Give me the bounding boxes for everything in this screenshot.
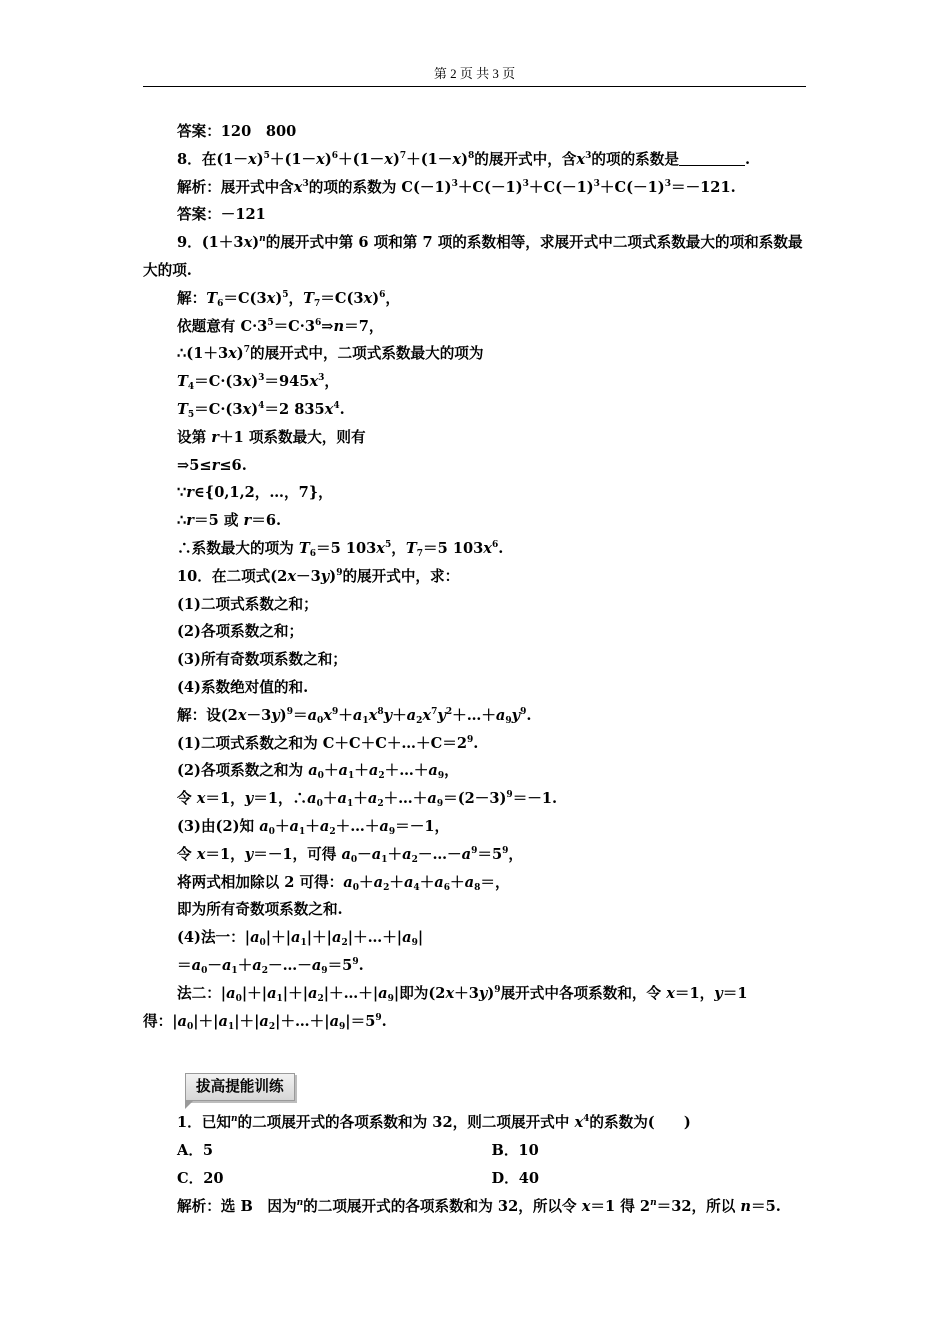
solution-10-line-10: 法二：$|a_0|+|a_1|+|a_2|+\dots+|a_9|$即为$(2x+3y)^9$展开式中各项系数和，令 x＝1，y＝1 得：$|a_0|+|a_1|+|a_2|+\dots+|a_9|=5^9$.	[143, 984, 748, 1032]
solution-9-line-3: $\therefore(1+3x)^7$的展开式中，二项式系数最大的项为	[177, 345, 484, 363]
option-d: D．40	[491, 1169, 540, 1187]
solution-8: 解析：展开式中含$x^3$的项的系数为 $C(-1)^3+C(-1)^3+C(-1)^3+C(-1)^3=-121$.	[177, 178, 736, 196]
answer-blank	[679, 151, 745, 166]
option-c: C．20	[177, 1169, 224, 1187]
solution-10-line-7: 即为所有奇数项系数之和.	[177, 901, 343, 919]
solution-10-line-5: 令 x＝1，y＝－1，可得 $a_0-a_1+a_2-\dots-a^9=5^9$，	[177, 845, 524, 865]
solution-10-line-8: (4)法一：$|a_0|+|a_1|+|a_2|+\dots+|a_9|$	[177, 929, 424, 949]
solution-10-line-1: (1)二项式系数之和为 $C+C+C+\dots+C=2^9$.	[177, 734, 479, 752]
question-10-part-3: (3)所有奇数项系数之和；	[177, 651, 347, 669]
solution-10-line-0: 解：设$(2x-3y)^9=a_0x^9+a_1x^8y+a_2x^7y^2+\dots+a_9y^9$.	[177, 706, 532, 726]
solution-9-line-9: ∴r＝5 或 r＝6.	[177, 512, 282, 530]
solution-9-line-5: $T_5=C\cdot(3x)^4=2$ $835x^4$.	[177, 400, 345, 420]
options-row-2	[143, 1165, 806, 1193]
solution-9-line-6: 设第 r＋1 项系数最大，则有	[177, 428, 366, 446]
answer-8: 答案：－121	[177, 206, 266, 224]
solution-9-line-4: $T_4=C\cdot(3x)^3=945x^3$，	[177, 373, 340, 393]
answer-7: 答案：120 800	[177, 123, 297, 140]
solution-9-line-10: ∴系数最大的项为 $T_6=5$ $103x^5$，$T_7=5$ $103x^6$.	[177, 539, 504, 559]
solution-9-line-8: ∵r∈{0,1,2，…，7}，	[177, 484, 333, 502]
question-10-part-4: (4)系数绝对值的和.	[177, 678, 309, 696]
document-body	[143, 118, 806, 1220]
solution-10-line-2: (2)各项系数之和为 $a_0+a_1+a_2+\dots+a_9$，	[177, 762, 459, 782]
question-8: 8．在$(1-x)^5+(1-x)^6+(1-x)^7+(1-x)^8$的展开式中，含$x^3$的项的系数是 .	[177, 150, 751, 168]
solution-10-line-4: (3)由(2)知 $a_0+a_1+a_2+\dots+a_9=-1$，	[177, 817, 450, 837]
question-10-part-1: (1)二项式系数之和；	[177, 595, 318, 613]
practice-question-1: 1．已知$^n$的二项展开式的各项系数和为 32，则二项展开式中 $x^4$的系数为( )	[177, 1114, 691, 1132]
section-title-tag: 拔高提能训练	[185, 1073, 295, 1101]
page-header	[143, 62, 806, 87]
question-10: 10．在二项式$(2x-3y)^9$的展开式中，求：	[177, 567, 460, 585]
page-number: 第 2 页 共 3 页	[433, 66, 516, 81]
solution-10-line-9: $=a_0-a_1+a_2-\dots-a_9=5^9$.	[177, 956, 364, 976]
options-row-1	[143, 1137, 806, 1165]
practice-solution-1: 解析：选 B 因为$^n$的二项展开式的各项系数和为 32，所以令 x＝1 得 $2^n=32$，所以 n＝5.	[177, 1197, 781, 1215]
option-a: A．5	[177, 1142, 214, 1160]
solution-10-line-3: 令 x＝1，y＝1，$\therefore a_0+a_1+a_2+\dots+a_9=(2-3)^9=-1$.	[177, 790, 558, 810]
question-10-part-2: (2)各项系数之和；	[177, 623, 304, 641]
solution-9-line-7: ⇒5≤r≤6.	[177, 456, 247, 474]
solution-9-line-1: 解：$T_6=C(3x)^5$，$T_7=C(3x)^6$，	[177, 289, 401, 309]
option-b: B．10	[491, 1142, 539, 1160]
question-9: 9．$(1+3x)^n$的展开式中第 6 项和第 7 项的系数相等，求展开式中二项式系数最大的项和系数最大的项.	[143, 234, 803, 279]
solution-10-line-6: 将两式相加除以 2 可得：$a_0+a_2+a_4+a_6+a_8=$，	[177, 873, 510, 893]
solution-9-line-2: 依题意有 $C\cdot 3^5=C\cdot 3^6\Rightarrow n=7$，	[177, 317, 384, 335]
